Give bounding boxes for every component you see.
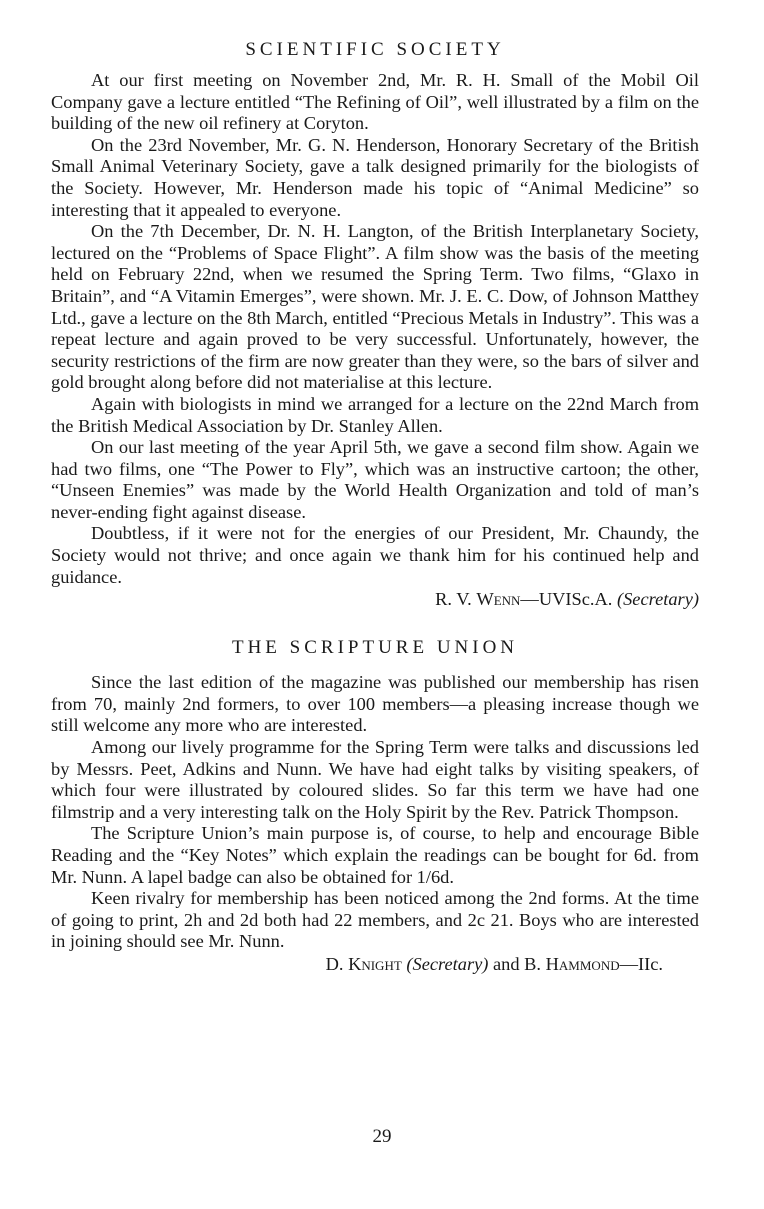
section-title-scripture-union: THE SCRIPTURE UNION (231, 637, 519, 659)
signature-initial-1: D. (325, 953, 349, 974)
page-number: 29 (372, 1126, 392, 1147)
signature-scripture-union (51, 953, 699, 975)
signature-name: Wenn (476, 589, 521, 610)
paragraph: Doubtless, if it were not for the energies of our President, Mr. Chaundy, the Society would not thrive; and once again we thank him for his continued help and guidance. (51, 523, 699, 587)
paragraph: Among our lively programme for the Spring Term were talks and discussions led by Messrs. Peet, Adkins and Nunn. We have had eight talks by visiting speakers, of which four were illustrated by coloured slides. So far this term we have had one filmstrip and a very interesting talk on the Holy Spirit by the Rev. Patrick Thompson. (51, 737, 699, 822)
signature-role-1: (Secretary) (406, 953, 489, 974)
signature-conjunction: and B. (488, 953, 546, 974)
section-title-scientific-society: SCIENTIFIC SOCIETY (245, 39, 505, 60)
signature-name-2: Hammond (545, 953, 620, 974)
signature-name-1: Knight (348, 953, 402, 974)
paragraph: On our last meeting of the year April 5th, we gave a second film show. Again we had two films, one “The Power to Fly”, which was an instructive cartoon; the other, “Unseen Enemies” was made by the World Health Organization and told of man’s never-ending fight against disease. (51, 437, 699, 522)
paragraph: At our first meeting on November 2nd, Mr. R. H. Small of the Mobil Oil Company gave a lecture entitled “The Refining of Oil”, well illustrated by a film on the building of the new oil refinery at Coryton. (51, 70, 699, 134)
paragraph: On the 7th December, Dr. N. H. Langton, of the British Interplanetary Society, lectured on the “Problems of Space Flight”. A film show was the basis of the meeting held on February 22nd, when we resumed the Spring Term. Two films, “Glaxo in Britain”, and “A Vitamin Emerges”, were shown. Mr. J. E. C. Dow, of Johnson Matthey Ltd., gave a lecture on the 8th March, entitled “Precious Metals in Industry”. This was a repeat lecture and again proved to be very successful. Unfortunately, however, the security restrictions of the firm are now greater than they were, so the bars of silver and gold brought along before did not materialise at this lecture. (51, 221, 699, 393)
signature-scientific-society (51, 588, 699, 610)
signature-affiliation: —UVISc.A. (520, 589, 617, 610)
signature-form: —IIc. (619, 953, 663, 974)
signature-initials: R. V. (435, 589, 477, 610)
paragraph: The Scripture Union’s main purpose is, of course, to help and encourage Bible Reading and the “Key Notes” which explain the readings can be bought for 6d. from Mr. Nunn. A lapel badge can also be obtained for 1/6d. (51, 823, 699, 887)
paragraph: Since the last edition of the magazine was published our membership has risen from 70, mainly 2nd formers, to over 100 members—a pleasing increase though we still welcome any more who are interested. (51, 672, 699, 736)
paragraph: Again with biologists in mind we arranged for a lecture on the 22nd March from the British Medical Association by Dr. Stanley Allen. (51, 393, 699, 436)
paragraph: On the 23rd November, Mr. G. N. Henderson, Honorary Secretary of the British Small Animal Veterinary Society, gave a talk designed primarily for the biologists of the Society. However, Mr. Henderson made his topic of “Animal Medicine” so interesting that it appealed to everyone. (51, 134, 699, 220)
page-content (51, 38, 699, 975)
signature-role: (Secretary) (616, 589, 699, 610)
paragraph: Keen rivalry for membership has been noticed among the 2nd forms. At the time of going to print, 2h and 2d both had 22 members, and 2c 21. Boys who are interested in joining should see Mr. Nunn. (51, 888, 699, 952)
